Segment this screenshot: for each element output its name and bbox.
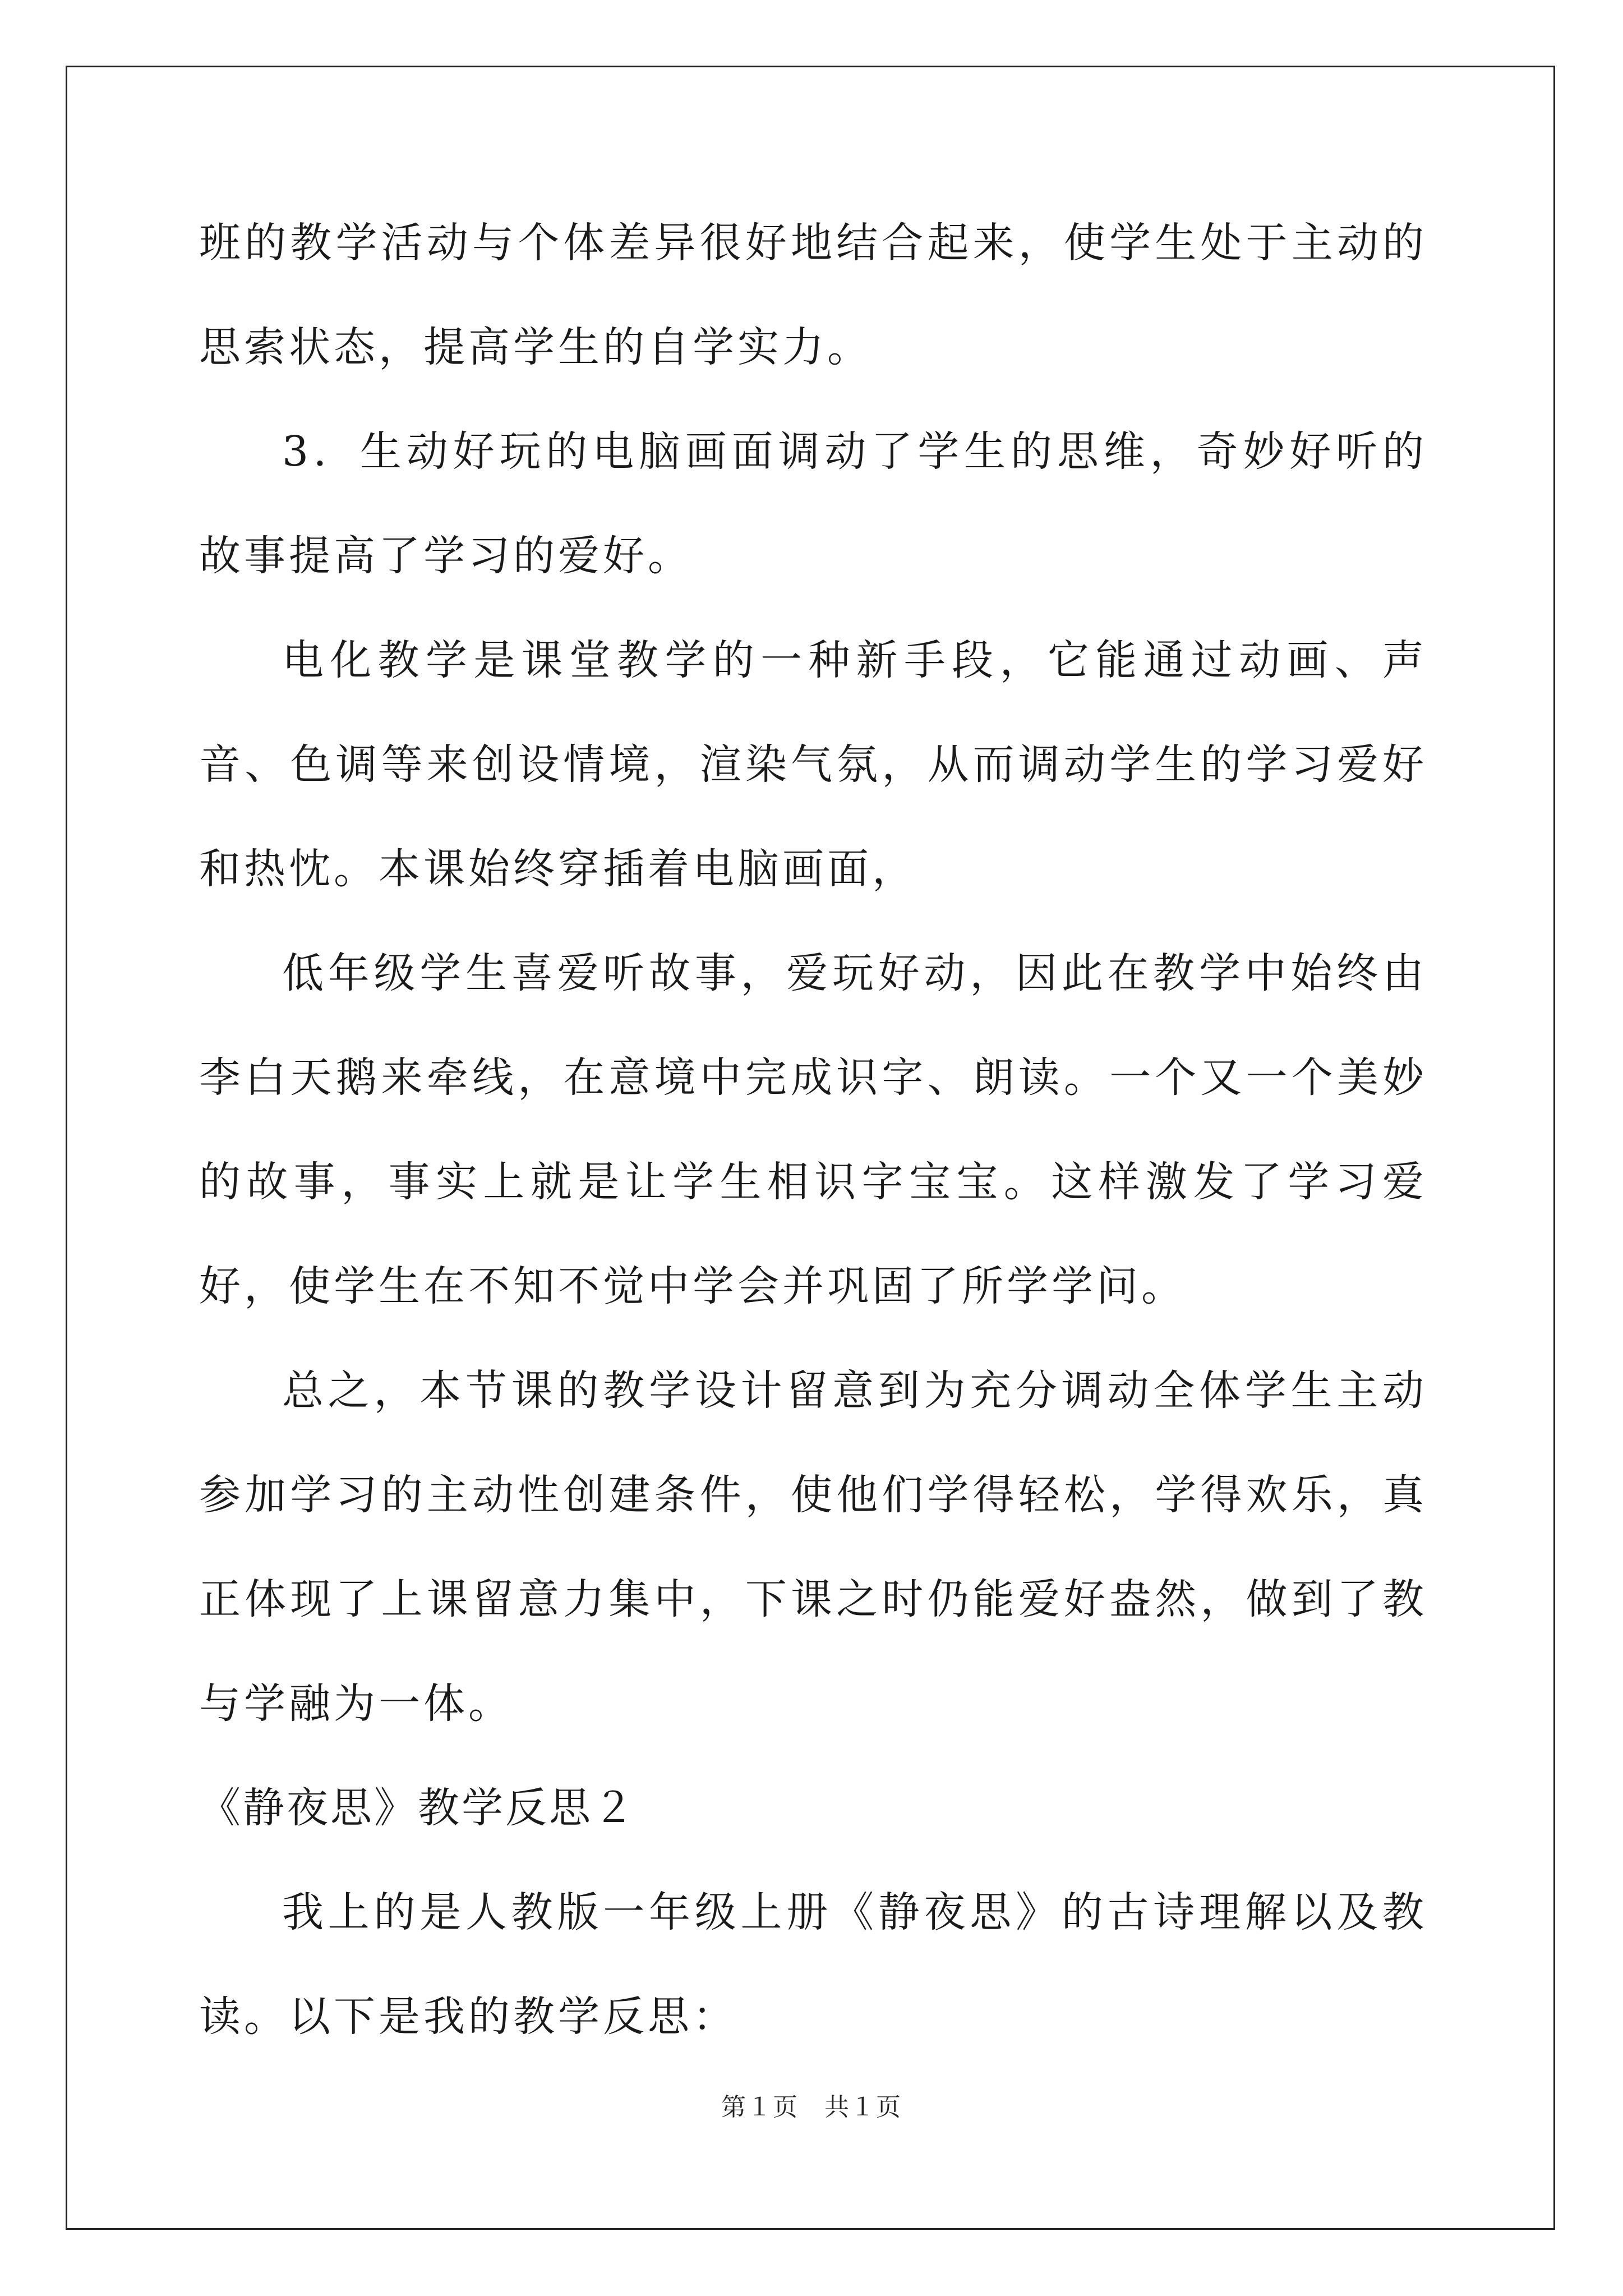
paragraph-2: 3．生动好玩的电脑画面调动了学生的思维，奇妙好听的故事提高了学习的爱好。 xyxy=(199,427,1427,580)
paragraph-5: 总之，本节课的教学设计留意到为充分调动全体学生主动参加学习的主动性创建条件，使他们学得轻松，学得欢乐，真正体现了上课留意力集中，下课之时仍能爱好盎然，做到了教与学融为一体。 xyxy=(199,1366,1427,1728)
section-heading: 《静夜思》教学反思２ xyxy=(199,1784,637,1832)
paragraph-1: 班的教学活动与个体差异很好地结合起来，使学生处于主动的思索状态，提高学生的自学实力。 xyxy=(199,219,1427,371)
page-footer xyxy=(0,2087,1623,2123)
paragraph-4: 低年级学生喜爱听故事，爱玩好动，因此在教学中始终由李白天鹅来牵线，在意境中完成识字、朗读。一个又一个美妙的故事，事实上就是让学生相识字宝宝。这样激发了学习爱好，使学生在不知不觉中学会并巩固了所学学问。 xyxy=(199,949,1427,1310)
paragraph-3: 电化教学是课堂教学的一种新手段，它能通过动画、声音、色调等来创设情境，渲染气氛，从而调动学生的学习爱好和热忱。本课始终穿插着电脑画面， xyxy=(199,636,1427,893)
paragraph-6: 我上的是人教版一年级上册《静夜思》的古诗理解以及教读。以下是我的教学反思： xyxy=(199,1888,1427,2041)
document-body xyxy=(199,191,1427,2069)
page-number: 第１页 xyxy=(721,2093,799,2122)
page-total: 共１页 xyxy=(824,2093,902,2122)
